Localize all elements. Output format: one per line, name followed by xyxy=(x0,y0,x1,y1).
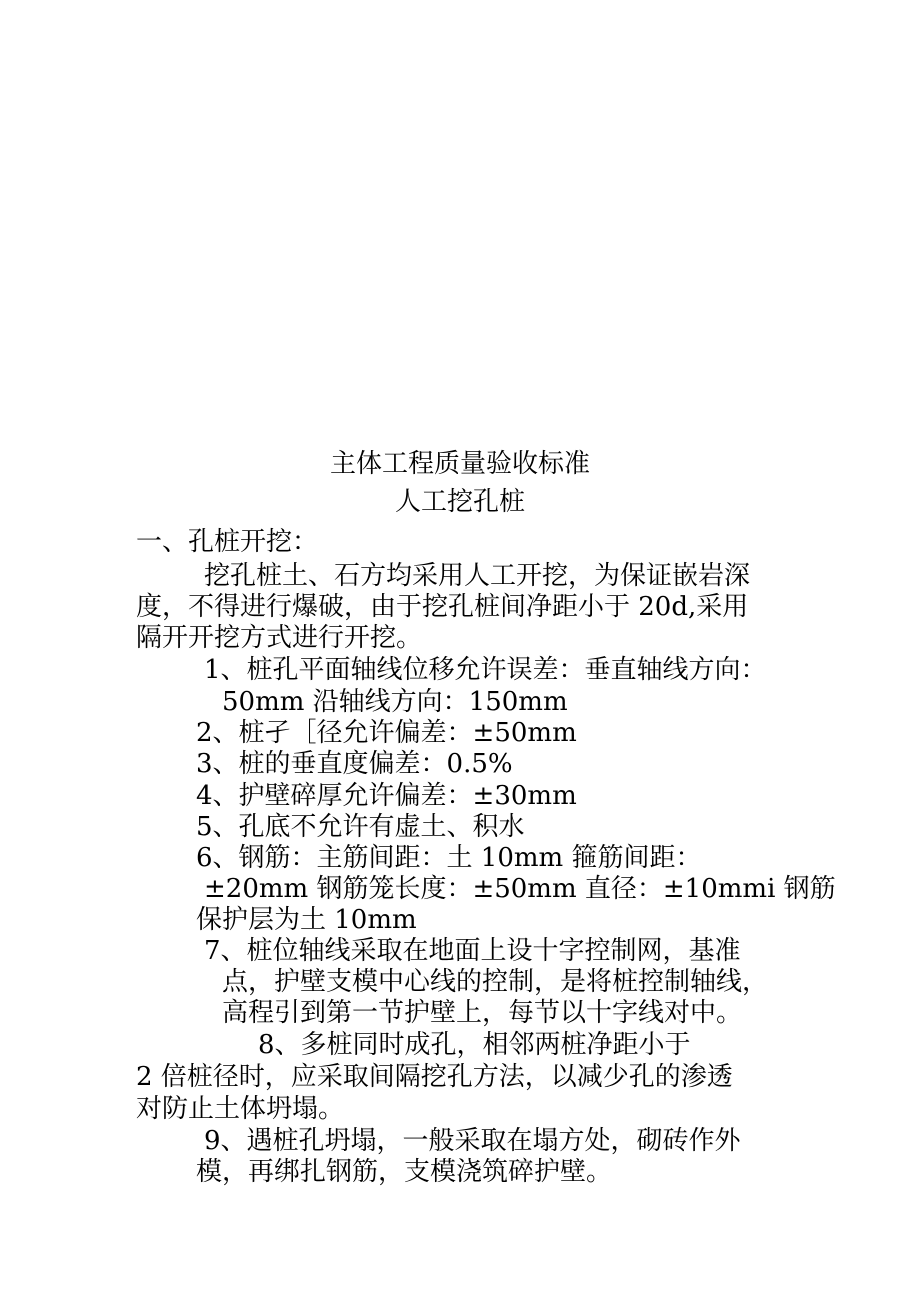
list-item: 4、护壁碎厚允许偏差：±30mm xyxy=(196,781,577,811)
list-item: 对防止土体坍塌。 xyxy=(136,1094,345,1124)
list-item: 9、遇桩孔坍塌，一般采取在塌方处，砌砖作外 xyxy=(204,1126,741,1156)
paragraph-line: 挖孔桩土、石方均采用人工开挖，为保证嵌岩深 xyxy=(204,561,751,591)
paragraph-line: 度，不得进行爆破，由于挖孔桩间净距小于 20d,采用 xyxy=(136,592,749,622)
list-item: 2、桩孑［径允许偏差：±50mm xyxy=(196,718,577,748)
paragraph-line: 隔开开挖方式进行开挖。 xyxy=(136,623,423,653)
list-item: 6、钢筋：主筋间距：土 10mm 箍筋间距： xyxy=(196,843,702,873)
list-item: 3、桩的垂直度偏差：0.5% xyxy=(196,749,513,779)
list-item: 5、孔底不允许有虚土、积水 xyxy=(196,812,525,842)
page-title: 主体工程质量验收标准 xyxy=(329,449,590,479)
list-item: 7、桩位轴线采取在地面上设十字控制网，基准 xyxy=(204,936,741,966)
list-item: 50mm 沿轴线方向：150mm xyxy=(222,687,568,717)
list-item: 点，护壁支模中心线的控制，是将桩控制轴线， xyxy=(222,967,769,997)
list-item: 模，再绑扎钢筋，支模浇筑碎护壁。 xyxy=(196,1157,613,1187)
list-item: 保护层为土 10mm xyxy=(196,905,417,935)
list-item: 8、多桩同时成孔，相邻两桩净距小于 xyxy=(258,1030,691,1060)
section-heading: 一、孔桩开挖： xyxy=(136,527,319,557)
page-subtitle: 人工挖孔桩 xyxy=(394,487,525,517)
list-item: 高程引到第一节护壁上，每节以十字线对中。 xyxy=(222,998,743,1028)
list-item: ±20mm 钢筋笼长度：±50mm 直径：±10mmi 钢筋 xyxy=(204,874,836,904)
list-item: 2 倍桩径时，应采取间隔挖孔方法，以减少孔的渗透 xyxy=(136,1062,733,1092)
list-item: 1、桩孔平面轴线位移允许误差：垂直轴线方向： xyxy=(204,655,767,685)
